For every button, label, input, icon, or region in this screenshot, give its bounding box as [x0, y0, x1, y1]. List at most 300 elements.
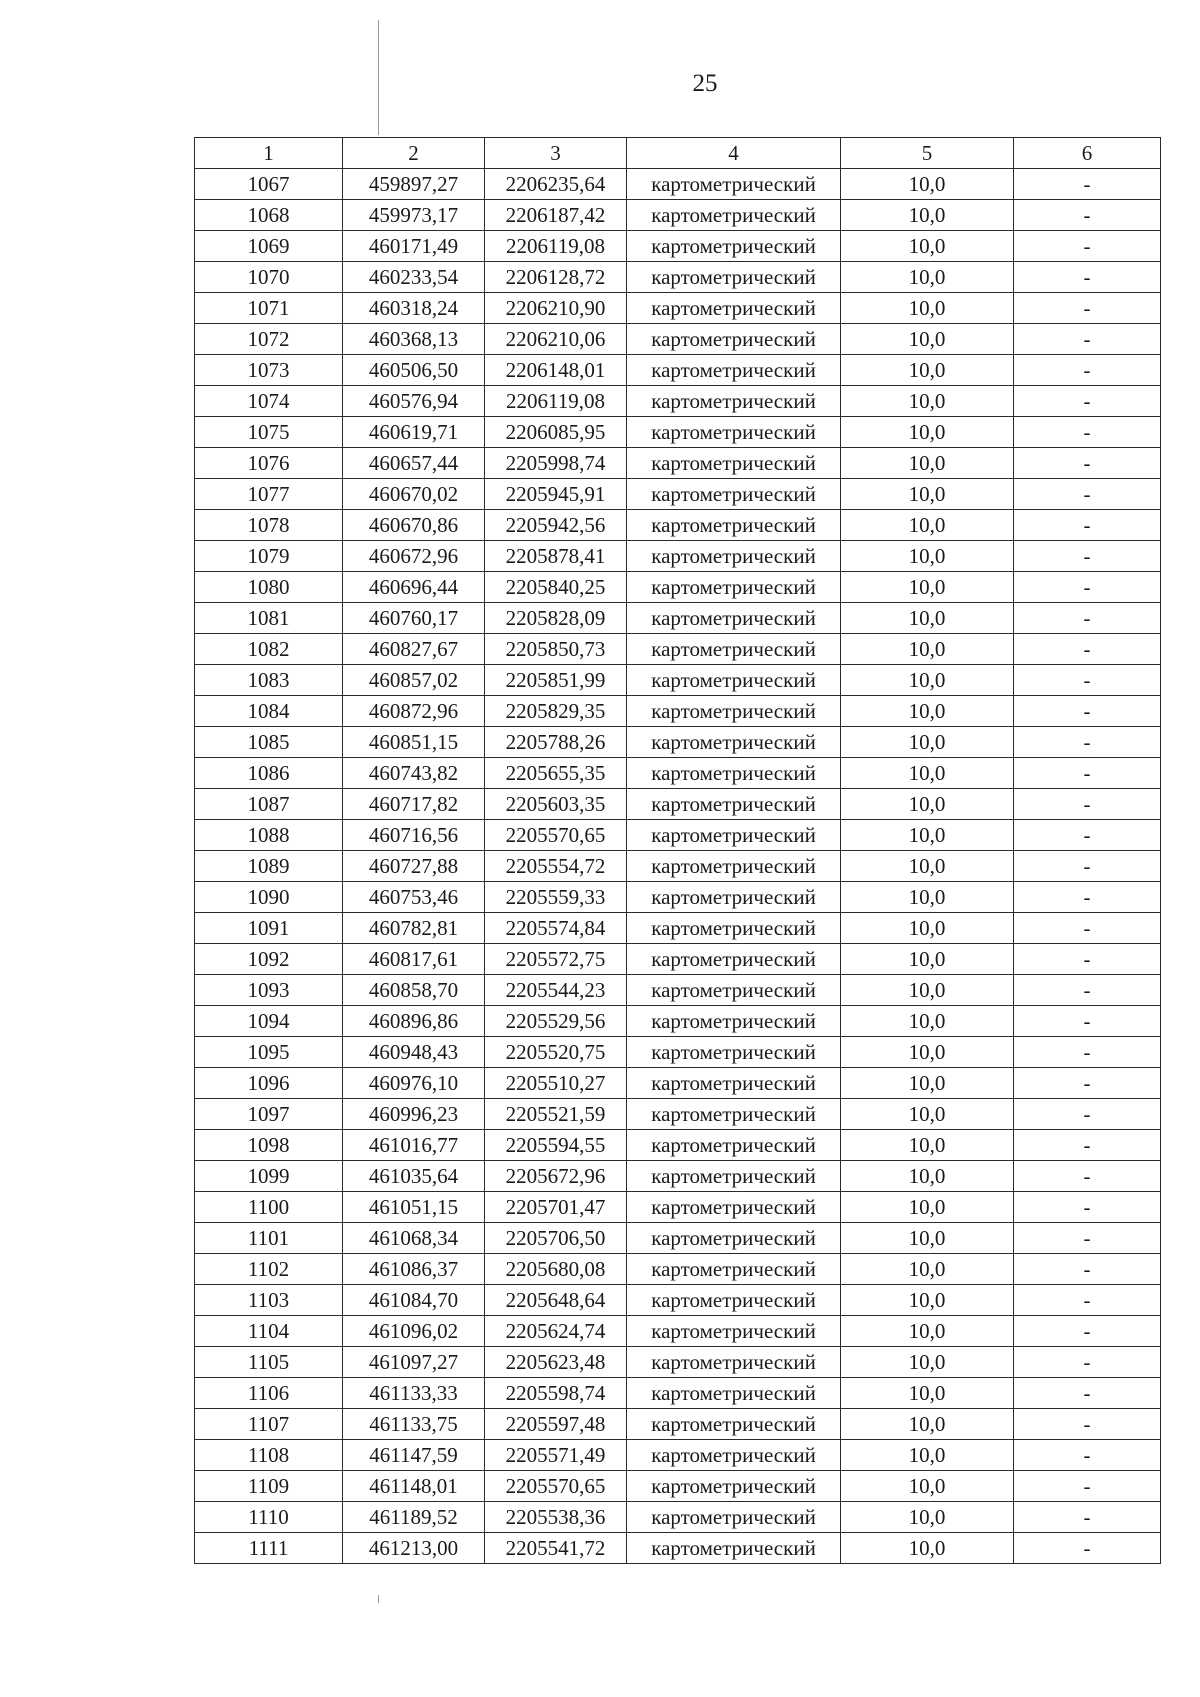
- cell-point-number: 1067: [195, 169, 343, 200]
- cell-coord-x: 461035,64: [343, 1161, 485, 1192]
- cell-coord-y: 2205878,41: [485, 541, 627, 572]
- cell-coord-x: 460696,44: [343, 572, 485, 603]
- cell-method: картометрический: [627, 1130, 841, 1161]
- cell-method: картометрический: [627, 262, 841, 293]
- table-row: [195, 1533, 1161, 1564]
- cell-note: -: [1014, 1285, 1161, 1316]
- cell-coord-y: 2205603,35: [485, 789, 627, 820]
- table-row: [195, 1471, 1161, 1502]
- cell-coord-y: 2206128,72: [485, 262, 627, 293]
- cell-point-number: 1085: [195, 727, 343, 758]
- table-row: [195, 1130, 1161, 1161]
- cell-method: картометрический: [627, 1440, 841, 1471]
- cell-point-number: 1105: [195, 1347, 343, 1378]
- cell-point-number: 1076: [195, 448, 343, 479]
- cell-method: картометрический: [627, 1223, 841, 1254]
- table-row: [195, 1285, 1161, 1316]
- cell-point-number: 1069: [195, 231, 343, 262]
- cell-accuracy: 10,0: [841, 169, 1014, 200]
- cell-method: картометрический: [627, 944, 841, 975]
- table-row: [195, 603, 1161, 634]
- cell-note: -: [1014, 1440, 1161, 1471]
- cell-coord-y: 2205538,36: [485, 1502, 627, 1533]
- cell-coord-x: 461189,52: [343, 1502, 485, 1533]
- cell-accuracy: 10,0: [841, 1502, 1014, 1533]
- cell-accuracy: 10,0: [841, 1006, 1014, 1037]
- cell-accuracy: 10,0: [841, 1161, 1014, 1192]
- cell-accuracy: 10,0: [841, 944, 1014, 975]
- coordinates-table: [194, 137, 1161, 1564]
- cell-coord-y: 2206210,90: [485, 293, 627, 324]
- cell-accuracy: 10,0: [841, 1099, 1014, 1130]
- cell-coord-x: 460670,86: [343, 510, 485, 541]
- cell-point-number: 1100: [195, 1192, 343, 1223]
- column-header-1: 1: [195, 138, 343, 169]
- cell-accuracy: 10,0: [841, 1533, 1014, 1564]
- cell-coord-x: 461086,37: [343, 1254, 485, 1285]
- table-row: [195, 851, 1161, 882]
- cell-note: -: [1014, 1502, 1161, 1533]
- table-row: [195, 665, 1161, 696]
- cell-accuracy: 10,0: [841, 1068, 1014, 1099]
- cell-coord-y: 2205672,96: [485, 1161, 627, 1192]
- cell-coord-x: 460727,88: [343, 851, 485, 882]
- cell-note: -: [1014, 417, 1161, 448]
- cell-accuracy: 10,0: [841, 913, 1014, 944]
- cell-method: картометрический: [627, 758, 841, 789]
- cell-coord-y: 2205541,72: [485, 1533, 627, 1564]
- cell-point-number: 1089: [195, 851, 343, 882]
- table-row: [195, 448, 1161, 479]
- cell-method: картометрический: [627, 727, 841, 758]
- cell-coord-x: 460858,70: [343, 975, 485, 1006]
- cell-coord-y: 2205597,48: [485, 1409, 627, 1440]
- cell-coord-x: 461097,27: [343, 1347, 485, 1378]
- cell-note: -: [1014, 1409, 1161, 1440]
- table-row: [195, 1347, 1161, 1378]
- table-row: [195, 417, 1161, 448]
- cell-coord-y: 2205529,56: [485, 1006, 627, 1037]
- table-row: [195, 1006, 1161, 1037]
- cell-point-number: 1096: [195, 1068, 343, 1099]
- cell-coord-y: 2205945,91: [485, 479, 627, 510]
- table-row: [195, 1037, 1161, 1068]
- cell-coord-y: 2205574,84: [485, 913, 627, 944]
- cell-point-number: 1097: [195, 1099, 343, 1130]
- cell-coord-y: 2205701,47: [485, 1192, 627, 1223]
- cell-coord-y: 2205680,08: [485, 1254, 627, 1285]
- cell-coord-x: 460318,24: [343, 293, 485, 324]
- cell-coord-y: 2205554,72: [485, 851, 627, 882]
- cell-note: -: [1014, 1223, 1161, 1254]
- cell-coord-x: 460827,67: [343, 634, 485, 665]
- cell-method: картометрический: [627, 1533, 841, 1564]
- cell-accuracy: 10,0: [841, 262, 1014, 293]
- cell-accuracy: 10,0: [841, 200, 1014, 231]
- cell-point-number: 1075: [195, 417, 343, 448]
- cell-point-number: 1083: [195, 665, 343, 696]
- cell-coord-y: 2205598,74: [485, 1378, 627, 1409]
- cell-coord-y: 2205706,50: [485, 1223, 627, 1254]
- cell-coord-y: 2206235,64: [485, 169, 627, 200]
- cell-accuracy: 10,0: [841, 1471, 1014, 1502]
- cell-accuracy: 10,0: [841, 417, 1014, 448]
- cell-method: картометрический: [627, 169, 841, 200]
- cell-note: -: [1014, 634, 1161, 665]
- cell-note: -: [1014, 169, 1161, 200]
- cell-point-number: 1077: [195, 479, 343, 510]
- cell-method: картометрический: [627, 1502, 841, 1533]
- table-row: [195, 975, 1161, 1006]
- cell-accuracy: 10,0: [841, 1347, 1014, 1378]
- cell-point-number: 1102: [195, 1254, 343, 1285]
- cell-coord-y: 2205850,73: [485, 634, 627, 665]
- table-row: [195, 1378, 1161, 1409]
- cell-method: картометрический: [627, 510, 841, 541]
- cell-point-number: 1090: [195, 882, 343, 913]
- cell-accuracy: 10,0: [841, 386, 1014, 417]
- cell-accuracy: 10,0: [841, 1316, 1014, 1347]
- page-number: 25: [692, 70, 718, 97]
- cell-note: -: [1014, 727, 1161, 758]
- cell-coord-x: 460753,46: [343, 882, 485, 913]
- cell-coord-x: 461133,75: [343, 1409, 485, 1440]
- cell-coord-x: 460716,56: [343, 820, 485, 851]
- table-row: [195, 1316, 1161, 1347]
- table-row: [195, 1068, 1161, 1099]
- cell-note: -: [1014, 758, 1161, 789]
- cell-accuracy: 10,0: [841, 882, 1014, 913]
- cell-note: -: [1014, 324, 1161, 355]
- cell-coord-x: 461213,00: [343, 1533, 485, 1564]
- table-row: [195, 758, 1161, 789]
- cell-note: -: [1014, 231, 1161, 262]
- cell-method: картометрический: [627, 355, 841, 386]
- cell-method: картометрический: [627, 1378, 841, 1409]
- cell-point-number: 1094: [195, 1006, 343, 1037]
- cell-coord-x: 460782,81: [343, 913, 485, 944]
- cell-note: -: [1014, 1068, 1161, 1099]
- column-header-6: 6: [1014, 138, 1161, 169]
- cell-accuracy: 10,0: [841, 634, 1014, 665]
- cell-point-number: 1109: [195, 1471, 343, 1502]
- cell-method: картометрический: [627, 1254, 841, 1285]
- cell-point-number: 1103: [195, 1285, 343, 1316]
- cell-coord-x: 461084,70: [343, 1285, 485, 1316]
- cell-coord-y: 2206119,08: [485, 231, 627, 262]
- cell-coord-y: 2206085,95: [485, 417, 627, 448]
- cell-method: картометрический: [627, 1192, 841, 1223]
- cell-point-number: 1104: [195, 1316, 343, 1347]
- table-row: [195, 262, 1161, 293]
- cell-coord-x: 460857,02: [343, 665, 485, 696]
- cell-coord-x: 460506,50: [343, 355, 485, 386]
- cell-accuracy: 10,0: [841, 1378, 1014, 1409]
- cell-accuracy: 10,0: [841, 665, 1014, 696]
- cell-accuracy: 10,0: [841, 1037, 1014, 1068]
- cell-method: картометрический: [627, 634, 841, 665]
- cell-coord-x: 460576,94: [343, 386, 485, 417]
- cell-coord-x: 460171,49: [343, 231, 485, 262]
- cell-accuracy: 10,0: [841, 448, 1014, 479]
- cell-method: картометрический: [627, 200, 841, 231]
- cell-method: картометрический: [627, 1068, 841, 1099]
- cell-point-number: 1080: [195, 572, 343, 603]
- cell-note: -: [1014, 262, 1161, 293]
- cell-coord-y: 2205594,55: [485, 1130, 627, 1161]
- cell-method: картометрический: [627, 1161, 841, 1192]
- cell-point-number: 1091: [195, 913, 343, 944]
- cell-coord-x: 461147,59: [343, 1440, 485, 1471]
- cell-point-number: 1084: [195, 696, 343, 727]
- cell-coord-x: 460619,71: [343, 417, 485, 448]
- cell-note: -: [1014, 293, 1161, 324]
- cell-coord-y: 2205544,23: [485, 975, 627, 1006]
- cell-point-number: 1108: [195, 1440, 343, 1471]
- cell-accuracy: 10,0: [841, 758, 1014, 789]
- table-row: [195, 789, 1161, 820]
- cell-coord-y: 2206187,42: [485, 200, 627, 231]
- cell-coord-y: 2205571,49: [485, 1440, 627, 1471]
- cell-accuracy: 10,0: [841, 572, 1014, 603]
- cell-note: -: [1014, 882, 1161, 913]
- table-row: [195, 1254, 1161, 1285]
- table-row: [195, 882, 1161, 913]
- cell-coord-x: 460817,61: [343, 944, 485, 975]
- cell-accuracy: 10,0: [841, 820, 1014, 851]
- table-row: [195, 541, 1161, 572]
- cell-point-number: 1074: [195, 386, 343, 417]
- cell-coord-y: 2205851,99: [485, 665, 627, 696]
- column-header-3: 3: [485, 138, 627, 169]
- cell-note: -: [1014, 789, 1161, 820]
- cell-note: -: [1014, 510, 1161, 541]
- cell-note: -: [1014, 1161, 1161, 1192]
- table-header-row: [195, 138, 1161, 169]
- cell-coord-x: 460717,82: [343, 789, 485, 820]
- cell-accuracy: 10,0: [841, 1440, 1014, 1471]
- cell-method: картометрический: [627, 1471, 841, 1502]
- table-row: [195, 1223, 1161, 1254]
- cell-method: картометрический: [627, 1006, 841, 1037]
- cell-method: картометрический: [627, 1037, 841, 1068]
- cell-accuracy: 10,0: [841, 231, 1014, 262]
- cell-coord-x: 460948,43: [343, 1037, 485, 1068]
- cell-point-number: 1072: [195, 324, 343, 355]
- cell-accuracy: 10,0: [841, 1130, 1014, 1161]
- cell-coord-x: 460233,54: [343, 262, 485, 293]
- cell-coord-y: 2205828,09: [485, 603, 627, 634]
- cell-note: -: [1014, 572, 1161, 603]
- table-row: [195, 1502, 1161, 1533]
- cell-note: -: [1014, 944, 1161, 975]
- cell-note: -: [1014, 541, 1161, 572]
- cell-method: картометрический: [627, 789, 841, 820]
- cell-point-number: 1071: [195, 293, 343, 324]
- cell-point-number: 1107: [195, 1409, 343, 1440]
- cell-note: -: [1014, 820, 1161, 851]
- cell-coord-x: 461016,77: [343, 1130, 485, 1161]
- cell-point-number: 1092: [195, 944, 343, 975]
- table-row: [195, 1099, 1161, 1130]
- table-row: [195, 1440, 1161, 1471]
- cell-coord-y: 2205570,65: [485, 820, 627, 851]
- cell-coord-x: 461096,02: [343, 1316, 485, 1347]
- table-row: [195, 231, 1161, 262]
- cell-coord-x: 460896,86: [343, 1006, 485, 1037]
- cell-accuracy: 10,0: [841, 696, 1014, 727]
- cell-note: -: [1014, 1037, 1161, 1068]
- column-header-2: 2: [343, 138, 485, 169]
- cell-coord-y: 2205572,75: [485, 944, 627, 975]
- cell-note: -: [1014, 851, 1161, 882]
- cell-point-number: 1087: [195, 789, 343, 820]
- cell-method: картометрический: [627, 1099, 841, 1130]
- cell-note: -: [1014, 1130, 1161, 1161]
- cell-coord-x: 460672,96: [343, 541, 485, 572]
- cell-point-number: 1106: [195, 1378, 343, 1409]
- table-row: [195, 696, 1161, 727]
- cell-note: -: [1014, 696, 1161, 727]
- table-row: [195, 510, 1161, 541]
- cell-accuracy: 10,0: [841, 851, 1014, 882]
- cell-coord-y: 2205623,48: [485, 1347, 627, 1378]
- cell-method: картометрический: [627, 231, 841, 262]
- cell-point-number: 1079: [195, 541, 343, 572]
- cell-method: картометрический: [627, 448, 841, 479]
- cell-note: -: [1014, 1192, 1161, 1223]
- cell-accuracy: 10,0: [841, 975, 1014, 1006]
- cell-coord-y: 2205559,33: [485, 882, 627, 913]
- cell-method: картометрический: [627, 1285, 841, 1316]
- cell-point-number: 1082: [195, 634, 343, 665]
- cell-coord-x: 460851,15: [343, 727, 485, 758]
- cell-coord-x: 461133,33: [343, 1378, 485, 1409]
- cell-coord-y: 2205521,59: [485, 1099, 627, 1130]
- cell-note: -: [1014, 386, 1161, 417]
- cell-method: картометрический: [627, 665, 841, 696]
- cell-coord-y: 2205624,74: [485, 1316, 627, 1347]
- cell-accuracy: 10,0: [841, 1285, 1014, 1316]
- cell-point-number: 1068: [195, 200, 343, 231]
- table-row: [195, 572, 1161, 603]
- cell-method: картометрический: [627, 293, 841, 324]
- cell-coord-y: 2205655,35: [485, 758, 627, 789]
- cell-method: картометрический: [627, 324, 841, 355]
- cell-note: -: [1014, 1099, 1161, 1130]
- cell-coord-x: 460976,10: [343, 1068, 485, 1099]
- cell-coord-y: 2205998,74: [485, 448, 627, 479]
- table-row: [195, 820, 1161, 851]
- cell-accuracy: 10,0: [841, 355, 1014, 386]
- cell-coord-x: 460760,17: [343, 603, 485, 634]
- cell-note: -: [1014, 603, 1161, 634]
- cell-coord-y: 2205788,26: [485, 727, 627, 758]
- cell-accuracy: 10,0: [841, 1254, 1014, 1285]
- cell-method: картометрический: [627, 417, 841, 448]
- table-row: [195, 944, 1161, 975]
- cell-accuracy: 10,0: [841, 727, 1014, 758]
- table-row: [195, 324, 1161, 355]
- cell-method: картометрический: [627, 913, 841, 944]
- cell-accuracy: 10,0: [841, 1223, 1014, 1254]
- cell-coord-y: 2205829,35: [485, 696, 627, 727]
- cell-accuracy: 10,0: [841, 603, 1014, 634]
- scan-mark: [378, 1595, 379, 1603]
- cell-method: картометрический: [627, 1409, 841, 1440]
- cell-point-number: 1073: [195, 355, 343, 386]
- cell-point-number: 1093: [195, 975, 343, 1006]
- cell-point-number: 1098: [195, 1130, 343, 1161]
- cell-point-number: 1101: [195, 1223, 343, 1254]
- cell-accuracy: 10,0: [841, 1192, 1014, 1223]
- cell-accuracy: 10,0: [841, 479, 1014, 510]
- cell-coord-y: 2205570,65: [485, 1471, 627, 1502]
- table-row: [195, 355, 1161, 386]
- cell-note: -: [1014, 355, 1161, 386]
- table-row: [195, 386, 1161, 417]
- cell-method: картометрический: [627, 820, 841, 851]
- cell-note: -: [1014, 1006, 1161, 1037]
- cell-coord-x: 460670,02: [343, 479, 485, 510]
- column-header-4: 4: [627, 138, 841, 169]
- cell-note: -: [1014, 1316, 1161, 1347]
- cell-coord-x: 460743,82: [343, 758, 485, 789]
- cell-point-number: 1110: [195, 1502, 343, 1533]
- cell-note: -: [1014, 1471, 1161, 1502]
- cell-note: -: [1014, 479, 1161, 510]
- table-row: [195, 1192, 1161, 1223]
- cell-point-number: 1111: [195, 1533, 343, 1564]
- cell-point-number: 1088: [195, 820, 343, 851]
- cell-method: картометрический: [627, 603, 841, 634]
- cell-method: картометрический: [627, 882, 841, 913]
- cell-coord-x: 461051,15: [343, 1192, 485, 1223]
- cell-method: картометрический: [627, 851, 841, 882]
- cell-accuracy: 10,0: [841, 541, 1014, 572]
- cell-coord-x: 460996,23: [343, 1099, 485, 1130]
- cell-note: -: [1014, 1378, 1161, 1409]
- cell-coord-y: 2205520,75: [485, 1037, 627, 1068]
- cell-point-number: 1099: [195, 1161, 343, 1192]
- cell-coord-y: 2205648,64: [485, 1285, 627, 1316]
- cell-note: -: [1014, 665, 1161, 696]
- cell-point-number: 1095: [195, 1037, 343, 1068]
- table-body: [195, 169, 1161, 1564]
- cell-coord-y: 2205942,56: [485, 510, 627, 541]
- cell-method: картометрический: [627, 1347, 841, 1378]
- cell-note: -: [1014, 448, 1161, 479]
- cell-note: -: [1014, 200, 1161, 231]
- cell-coord-x: 461068,34: [343, 1223, 485, 1254]
- cell-accuracy: 10,0: [841, 789, 1014, 820]
- cell-coord-y: 2205510,27: [485, 1068, 627, 1099]
- cell-accuracy: 10,0: [841, 510, 1014, 541]
- cell-method: картометрический: [627, 696, 841, 727]
- cell-note: -: [1014, 1254, 1161, 1285]
- cell-coord-y: 2206119,08: [485, 386, 627, 417]
- cell-point-number: 1081: [195, 603, 343, 634]
- cell-coord-y: 2206210,06: [485, 324, 627, 355]
- table-row: [195, 200, 1161, 231]
- cell-coord-x: 460368,13: [343, 324, 485, 355]
- cell-coord-x: 459973,17: [343, 200, 485, 231]
- cell-accuracy: 10,0: [841, 324, 1014, 355]
- cell-note: -: [1014, 1533, 1161, 1564]
- cell-method: картометрический: [627, 541, 841, 572]
- column-header-5: 5: [841, 138, 1014, 169]
- table-row: [195, 913, 1161, 944]
